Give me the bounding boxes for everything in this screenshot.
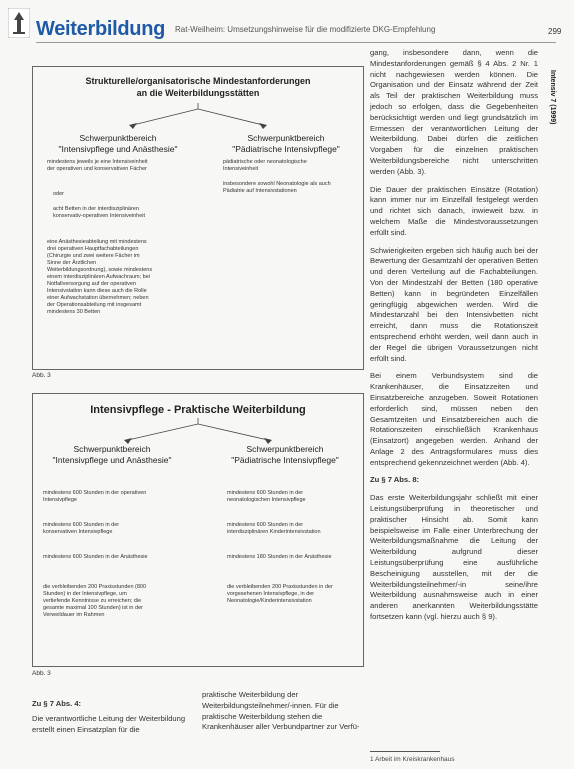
column-head-anesthesia xyxy=(43,133,193,155)
column-head-line1: Schwerpunktbereich xyxy=(73,444,151,454)
list-item: die verbleibenden 200 Praxisstunden (800 Stunden) in der Intensivpflege, um vertiefende Kenntnisse zu erreichen; die gesamte maximal 100 Stunden) ist in der Verweildauer im Rahmen xyxy=(43,584,147,618)
side-label xyxy=(544,70,558,190)
section-subhead: Zu § 7 Abs. 8: xyxy=(370,475,420,485)
column-head-line1: Schwerpunktbereich xyxy=(79,133,157,143)
list-item: mindestens 180 Stunden in der Anästhesie xyxy=(227,554,332,560)
split-arrows xyxy=(33,416,363,446)
paragraph: Die Dauer der praktischen Einsätze (Rotation) kann immer nur im Einzelfall festgelegt werden und richtet sich danach, inwieweit bzw. in welchem Maße die Mindestvoraussetzungen erfüllt sind. xyxy=(370,184,538,237)
column-head-line1: Schwerpunktbereich xyxy=(246,444,324,454)
split-arrows xyxy=(33,101,363,131)
figure-title: Intensivpflege - Praktische Weiterbildung xyxy=(90,404,306,416)
list-item: die verbleibenden 200 Praxisstunden in der vorgesehenen Intensivpflege, in der Neonatologie/Kinderintensivstation xyxy=(227,584,333,604)
list-item: mindestens 600 Stunden in der Anästhesie xyxy=(43,554,148,560)
column-head-line2: "Intensivpflege und Anästhesie" xyxy=(52,455,172,465)
figure-practical-training xyxy=(32,393,364,667)
section-subhead: Zu § 7 Abs. 4: xyxy=(32,699,82,708)
paragraph: Bei einem Verbundsystem sind die Krankenhäuser, die Einsatzzeiten und Einsatzbereiche anzugeben. Soweit Rotationen erforderlich sind, müssen neben den Gesamtzeiten und Einsatzbereichen auch die Rotationszeiten einschließlich Krankenhaus (Einsatzort) angegeben werden. Anhand der Anlage 2 des Antragsformulares muss dies entsprechend gekennzeichnet werden (Abb. 4). xyxy=(370,371,538,467)
column-head-line2: "Pädiatrische Intensivpflege" xyxy=(232,144,340,154)
footnote-rule xyxy=(370,751,440,752)
list-item: mindestens 600 Stunden in der neonatologischen Intensivpflege xyxy=(227,490,306,503)
figure-caption: Abb. 3 xyxy=(32,372,51,379)
paragraph: Das erste Weiterbildungsjahr schließt mit einer Leistungsüberprüfung in theoretischer und praktischer Hinsicht ab. Somit kann beispielsweise im Falle einer Unterbrechung der Weiterbildungsmaßnahme die Leitung der Weiterbildung aufgrund dieser Leistungsüberprüfung eine ausführliche Bescheinigung ausstellen, mit der die Weiterbildungsteilnehmer/-in seine/ihre Weiterbildung ausnahmsweise auch in einer anderen anerkannten Weiterbildungsstätte fortsetzen kann (vgl. hierzu auch § 9). xyxy=(370,493,538,622)
list-item: mindestens 600 Stunden in der konservativen Intensivpflege xyxy=(43,522,120,535)
column-head-line2: "Pädiatrische Intensivpflege" xyxy=(231,455,339,465)
header-rule xyxy=(36,42,556,43)
list-item: acht Betten in der interdisziplinären konservativ-operativen Intensiveinheit xyxy=(53,206,146,219)
logo-icon xyxy=(8,8,30,38)
paragraph: praktische Weiterbildung der Weiterbildungsteilnehmer/-innen. Für die praktische Weiterbildung stehen die Krankenhäuser aller Verbundpartner zur Verfü- xyxy=(202,690,360,732)
column-head-line1: Schwerpunktbereich xyxy=(247,133,325,143)
list-item: mindestens 600 Stunden in der interdisziplinären Kinderintensivstation xyxy=(227,522,321,535)
paragraph: gang, insbesondere dann, wenn die Mindestanforderungen gemäß § 4 Abs. 2 Nr. 1 nicht nachgewiesen werden können. Die Organisation und der Einsatz während der Zeit als Teil der praktischen Weiterbildung muss jedoch so erfolgen, dass die Gegebenheiten berücksichtigt werden und liegt grundsätzlich im Ermessen der verantwortlichen Leitung der Weiterbildung. Dabei dürfen die zeitlichen Vorgaben für die einzelnen praktischen Weiterbildungsbereiche nicht unterschritten werden (Abb. 3). xyxy=(370,48,538,176)
column-head-pediatric xyxy=(209,444,361,466)
figure-title-line1: Strukturelle/organisatorische Mindestanforderungen xyxy=(85,76,311,86)
column-head-anesthesia xyxy=(37,444,187,466)
body-column-right xyxy=(370,48,538,630)
paragraph: Schwierigkeiten ergeben sich häufig auch bei der Bewertung der Gesamtzahl der operativen Betten und deren Verteilung auf die Fachabteilungen. Von der Mindestzahl der Betten (180 operative Betten) kann in begründeten Einzelfällen geringfügig abgewichen werden. Wird die Mindestanzahl bei den Intensivbetten nicht erreicht, dann muss die Rotationszeit entsprechend erhöht werden, weil dann auch in der Regel die übrigen Voraussetzungen nicht erfüllt sind. xyxy=(370,245,538,363)
column-head-line2: "Intensivpflege und Anästhesie" xyxy=(58,144,178,154)
figure-title-line2: an die Weiterbildungsstätten xyxy=(136,88,260,98)
figure-requirements xyxy=(32,66,364,370)
footnote: 1 Arbeit im Kreiskrankenhaus xyxy=(370,756,455,763)
paragraph: Die verantwortliche Leitung der Weiterbildung erstellt einen Einsatzplan für die xyxy=(32,714,186,734)
figure-title xyxy=(33,75,363,99)
article-subtitle: Rat-Weilheim: Umsetzungshinweise für die modifizierte DKG-Empfehlung xyxy=(175,25,436,34)
page-title: Weiterbildung xyxy=(36,18,166,40)
list-item: eine Anästhesieabteilung mit mindestens drei operativen Hauptfachabteilungen (Chirurgie und zwei weitere Fächer im Sinne der Ärztlichen Weiterbildungsordnung), sowie mindestens einem interdisziplinären Aufwachraum; bei Notfallversorgung auf der operativen Intensivstation kann diese auch die Rolle einer Aufwachstation übernehmen; neben der Operationsabteilung mit insgesamt mindestens 30 Betten xyxy=(47,239,153,315)
page-number: 299 xyxy=(548,27,562,36)
list-item: oder xyxy=(53,191,65,197)
side-label-text: Intensiv 7 (1999) xyxy=(549,70,556,125)
column-head-pediatric xyxy=(211,133,361,155)
list-item: mindestens 600 Stunden in der operativen Intensivpflege xyxy=(43,490,147,503)
list-item: mindestens jeweils je eine Intensiveinheit der operativen und konservativen Fächer xyxy=(47,159,148,172)
figure-caption: Abb. 3 xyxy=(32,670,51,677)
list-item: insbesondere sowohl Neonatologie als auch Pädiatrie auf Intensivstationen xyxy=(223,181,331,194)
list-item: pädiatrische oder neonatologische Intensiveinheit xyxy=(223,159,307,172)
